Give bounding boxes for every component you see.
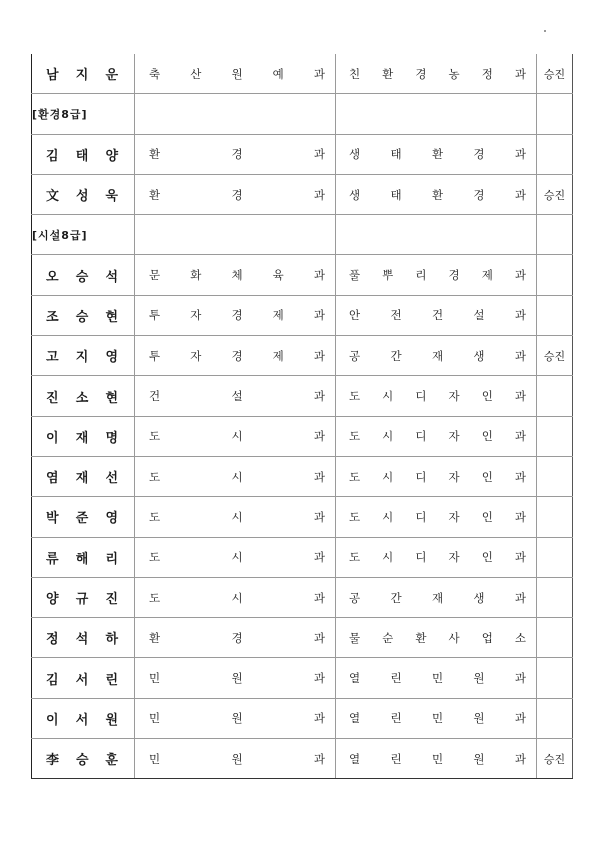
employee-name — [32, 456, 135, 496]
table-row — [32, 618, 573, 658]
employee-name — [32, 658, 135, 698]
personnel-table — [31, 54, 573, 779]
table-row — [32, 255, 573, 295]
previous-department — [135, 416, 336, 456]
employee-name-text: 이 서 원 — [46, 712, 118, 728]
table-row — [32, 658, 573, 698]
new-department-text: 도 시 디 자 인 과 — [349, 469, 526, 484]
previous-department — [135, 618, 336, 658]
new-department — [336, 416, 537, 456]
previous-department — [135, 537, 336, 577]
table-row — [32, 134, 573, 174]
new-department-text: 풀 뿌 리 경 제 과 — [349, 268, 526, 283]
section-label: [시설8급] — [32, 215, 135, 255]
section-label: [환경8급] — [32, 94, 135, 134]
previous-department-text: 투 자 경 제 과 — [149, 348, 325, 363]
table-row — [32, 54, 573, 94]
to-cell-empty — [336, 94, 537, 134]
employee-name-text: 남 지 운 — [46, 68, 118, 84]
previous-department — [135, 577, 336, 617]
new-department — [336, 54, 537, 94]
employee-name — [32, 54, 135, 94]
new-department-text: 도 시 디 자 인 과 — [349, 550, 526, 565]
from-cell-empty — [135, 94, 336, 134]
new-department-text: 생 태 환 경 과 — [349, 187, 526, 202]
remark — [537, 618, 573, 658]
table-row — [32, 376, 573, 416]
employee-name — [32, 698, 135, 738]
table-row — [32, 295, 573, 335]
employee-name-text: 고 지 영 — [46, 350, 118, 366]
employee-name — [32, 497, 135, 537]
previous-department-text: 민 원 과 — [149, 711, 325, 726]
remark — [537, 658, 573, 698]
employee-name — [32, 618, 135, 658]
new-department — [336, 336, 537, 376]
table-row — [32, 698, 573, 738]
new-department — [336, 739, 537, 779]
remark — [537, 255, 573, 295]
employee-name-text: 류 해 리 — [46, 551, 118, 567]
employee-name — [32, 295, 135, 335]
table-row — [32, 456, 573, 496]
employee-name — [32, 577, 135, 617]
new-department-text: 도 시 디 자 인 과 — [349, 429, 526, 444]
new-department — [336, 376, 537, 416]
previous-department-text: 건 설 과 — [149, 389, 325, 404]
previous-department-text: 도 시 과 — [149, 469, 325, 484]
previous-department-text: 투 자 경 제 과 — [149, 308, 325, 323]
employee-name-text: 김 서 린 — [46, 672, 118, 688]
table-row — [32, 416, 573, 456]
previous-department-text: 환 경 과 — [149, 630, 325, 645]
previous-department — [135, 255, 336, 295]
previous-department-text: 문 화 체 육 과 — [149, 268, 325, 283]
employee-name-text: 文 성 욱 — [46, 189, 118, 205]
employee-name-text: 정 석 하 — [46, 632, 118, 648]
new-department-text: 물 순 환 사 업 소 — [349, 630, 526, 645]
new-department — [336, 537, 537, 577]
previous-department-text: 환 경 과 — [149, 187, 325, 202]
scan-speck — [544, 30, 546, 32]
remark: 승진 — [537, 739, 573, 779]
new-department-text: 공 간 재 생 과 — [349, 348, 526, 363]
employee-name-text: 조 승 현 — [46, 309, 118, 325]
employee-name-text: 박 준 영 — [46, 511, 118, 527]
new-department — [336, 255, 537, 295]
remark: 승진 — [537, 54, 573, 94]
employee-name-text: 진 소 현 — [46, 390, 118, 406]
employee-name — [32, 376, 135, 416]
previous-department — [135, 295, 336, 335]
new-department-text: 도 시 디 자 인 과 — [349, 509, 526, 524]
employee-name-text: 김 태 양 — [46, 148, 118, 164]
employee-name-text: 염 재 선 — [46, 471, 118, 487]
table-row — [32, 537, 573, 577]
table-row — [32, 336, 573, 376]
new-department — [336, 698, 537, 738]
new-department — [336, 658, 537, 698]
previous-department — [135, 54, 336, 94]
table-row — [32, 94, 573, 134]
employee-name — [32, 174, 135, 214]
new-department-text: 생 태 환 경 과 — [349, 147, 526, 162]
employee-name — [32, 255, 135, 295]
remark — [537, 537, 573, 577]
new-department-text: 도 시 디 자 인 과 — [349, 389, 526, 404]
table-row — [32, 497, 573, 537]
employee-name — [32, 739, 135, 779]
new-department-text: 열 린 민 원 과 — [349, 671, 526, 686]
previous-department — [135, 134, 336, 174]
new-department-text: 친 환 경 농 정 과 — [349, 66, 526, 81]
personnel-table-body — [32, 54, 573, 779]
table-row — [32, 739, 573, 779]
employee-name — [32, 134, 135, 174]
new-department — [336, 456, 537, 496]
previous-department-text: 축 산 원 예 과 — [149, 66, 325, 81]
new-department-text: 안 전 건 설 과 — [349, 308, 526, 323]
remark — [537, 295, 573, 335]
remark — [537, 416, 573, 456]
previous-department-text: 도 시 과 — [149, 429, 325, 444]
previous-department — [135, 658, 336, 698]
previous-department — [135, 698, 336, 738]
remark: 승진 — [537, 336, 573, 376]
new-department-text: 열 린 민 원 과 — [349, 711, 526, 726]
new-department — [336, 295, 537, 335]
new-department-text: 공 간 재 생 과 — [349, 590, 526, 605]
previous-department-text: 도 시 과 — [149, 550, 325, 565]
previous-department — [135, 174, 336, 214]
employee-name-text: 양 규 진 — [46, 592, 118, 607]
remark — [537, 577, 573, 617]
table-row — [32, 215, 573, 255]
from-cell-empty — [135, 215, 336, 255]
remark — [537, 456, 573, 496]
new-department-text: 열 린 민 원 과 — [349, 751, 526, 766]
employee-name — [32, 336, 135, 376]
previous-department-text: 환 경 과 — [149, 147, 325, 162]
previous-department — [135, 336, 336, 376]
table-row — [32, 577, 573, 617]
previous-department-text: 도 시 과 — [149, 509, 325, 524]
remark — [537, 698, 573, 738]
previous-department — [135, 739, 336, 779]
to-cell-empty — [336, 215, 537, 255]
remark — [537, 134, 573, 174]
remark — [537, 497, 573, 537]
employee-name-text: 李 승 훈 — [46, 753, 118, 769]
new-department — [336, 577, 537, 617]
employee-name-text: 오 승 석 — [46, 269, 118, 285]
new-department — [336, 618, 537, 658]
note-cell-empty — [537, 215, 573, 255]
previous-department — [135, 456, 336, 496]
employee-name — [32, 537, 135, 577]
new-department — [336, 497, 537, 537]
employee-name — [32, 416, 135, 456]
employee-name-text: 이 재 명 — [46, 430, 118, 446]
previous-department-text: 민 원 과 — [149, 671, 325, 686]
previous-department-text: 민 원 과 — [149, 751, 325, 766]
new-department — [336, 134, 537, 174]
previous-department-text: 도 시 과 — [149, 590, 325, 605]
table-row — [32, 174, 573, 214]
new-department — [336, 174, 537, 214]
previous-department — [135, 497, 336, 537]
remark — [537, 376, 573, 416]
previous-department — [135, 376, 336, 416]
remark: 승진 — [537, 174, 573, 214]
note-cell-empty — [537, 94, 573, 134]
